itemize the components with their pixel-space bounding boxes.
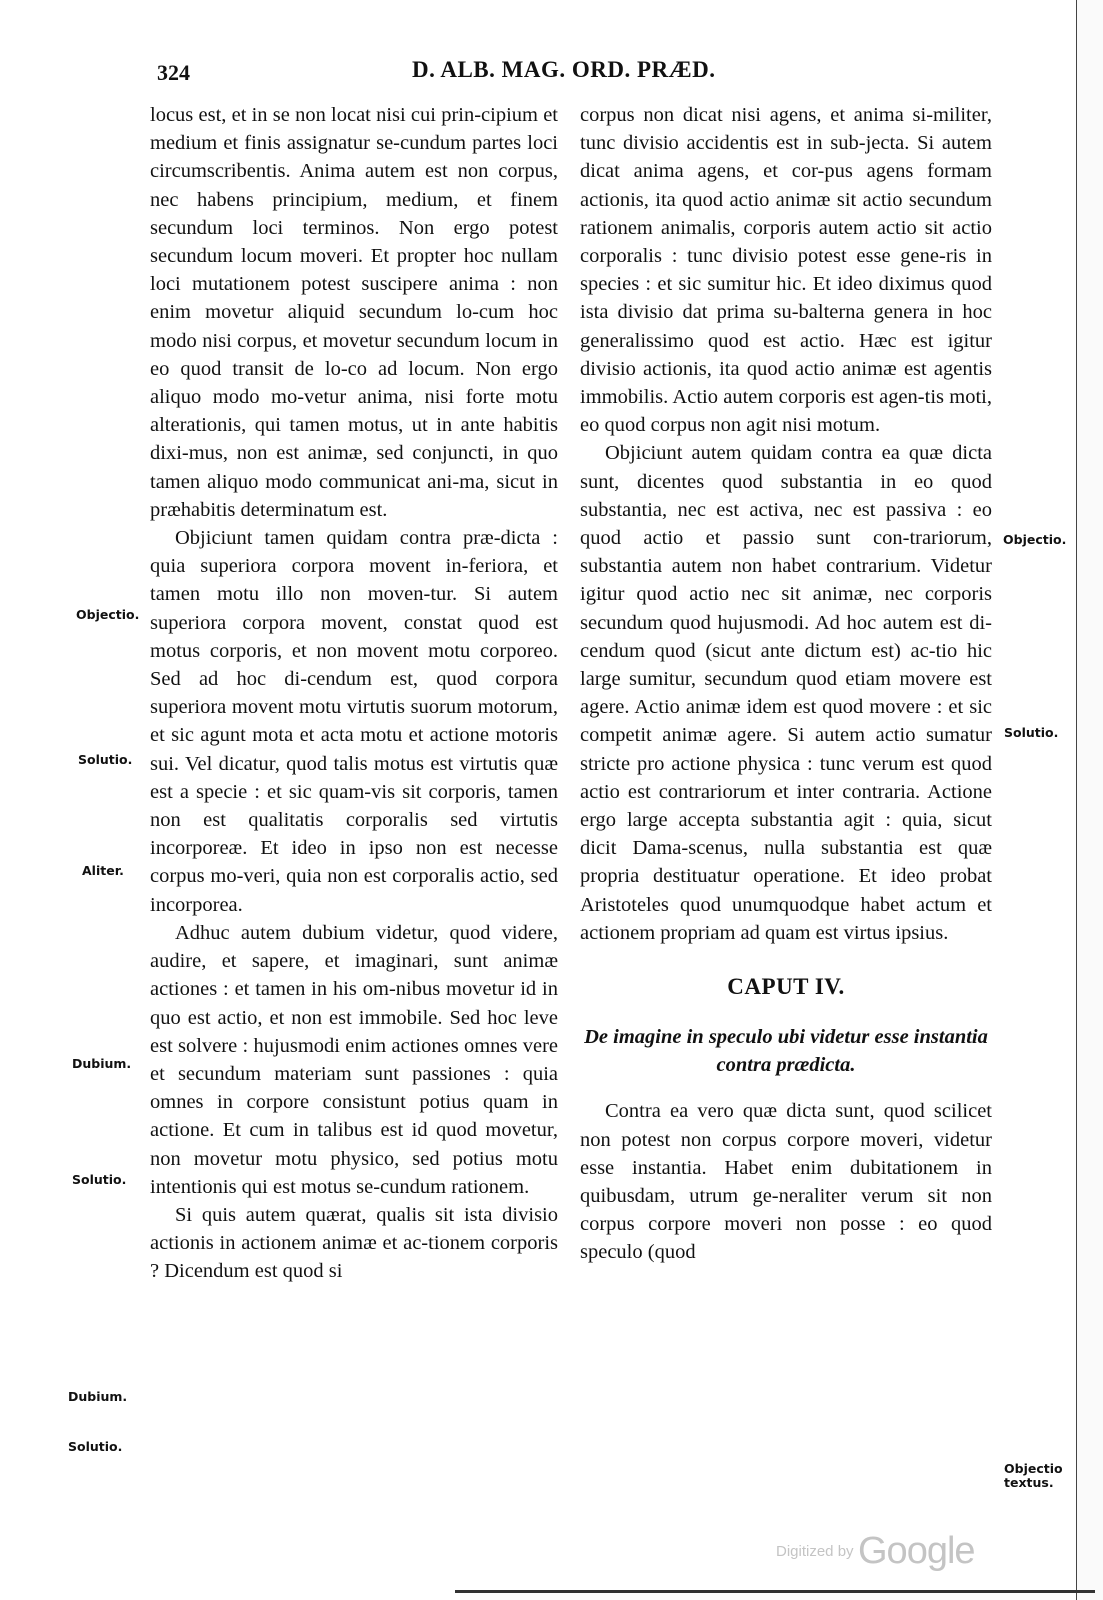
paragraph: Objiciunt tamen quidam contra præ-dicta : quia superiora corpora movent in-feriora, et tamen motu illo non moven-tur. Si autem superiora corpora movent, constat quod est motus corporis, et non movent motu corporeo. Sed ad hoc di-cendum est, quod corpora superiora movent motu virtutis suorum motorum, et sic agunt mota et acta motu et actione motoris sui. Vel dicatur, quod talis motus est virtutis quæ est a specie : et sic quam-vis sit corporis, tamen non est qualitatis corporalis sed virtutis incorporeæ. Et ideo in ipso non est necesse corpus mo-veri, quia non est corporalis actio, sed incorporea. — [150, 527, 558, 916]
page-edge — [1076, 0, 1103, 1600]
chapter-heading: CAPUT IV. — [727, 974, 845, 1000]
margin-note: Aliter. — [82, 863, 124, 878]
paragraph: Objiciunt autem quidam contra ea quæ dicta sunt, dicentes quod substantia in eo quod substantia, nec est activa, nec est passiva : eo quod actio et passio sunt con-trariorum, substantia autem non habet contrarium. Videtur igitur quod actio nec sit animæ, nec corporis secundum quod hujusmodi. Ad hoc autem est di-cendum quod (sicut ante dictum est) ac-tio hic large sumitur, secundum quod etiam movere est agere. Actio animæ idem est quod movere : et sic competit animæ agere. Si autem actio sumatur stricte pro actione physica : tunc verum est quod actio est contrariorum et inter contraria. Actione ergo large accepta substantia agit : quia, sicut dicit Dama-scenus, nulla substantia est quæ propria destituatur operatione. Et ideo probat Aristoteles quod unumquodque habet actum et actionem propriam ad quam est virtus ipsius. — [580, 442, 992, 944]
paragraph: Adhuc autem dubium videtur, quod videre, audire, et sapere, et imaginari, sunt animæ actiones : et tamen in his om-nibus movetur id in quo est actio, et non est immobile. Sed hoc leve est solvere : hujusmodi enim actiones omnes vere et secundum materiam sunt passiones : quia omnes in corpore consistunt potius quam in actione. Et cum in talibus est id quod movetur, non movetur motu physico, sed potius motu intentionis qui est motus se-cundum rationem. — [150, 921, 558, 1198]
margin-note: Dubium. — [68, 1389, 128, 1404]
left-column — [150, 101, 558, 1286]
watermark-prefix: Digitized by — [776, 1543, 854, 1560]
paragraph: locus est, et in se non locat nisi cui prin-cipium et medium et finis assignatur se-cundum partes loci circumscribentis. Anima autem est non corpus, nec habens principium, medium, et finem secundum loci terminos. Non ergo potest secundum locum moveri. Et propter hoc nullam loci mutationem potest suscipere anima : non enim movetur aliquid secundum lo-cum hoc modo nisi corpus, et movetur secundum locum in eo quod transit de lo-co ad locum. Non ergo aliquo modo mo-vetur anima, nisi forte motu alterationis, qui tamen motus, ut in ante habitis dixi-mus, non est animæ, sed conjuncti, in quo tamen aliquo modo communicat ani-ma, sicut in præhabitis determinatum est. — [150, 104, 558, 521]
paragraph: corpus non dicat nisi agens, et anima si-militer, tunc divisio accidentis est in sub-jecta. Si autem dicat anima agens, et cor-pus agens formam actionis, ita quod actio animæ sit actio secundum rationem animalis, corporis autem actio sit actio corporalis : tunc divisio potest esse gene-ris in species : et sic sumitur hic. Et ideo diximus quod ista divisio dat prima su-balterna genera in hoc generalissimo quod est actio. Hæc est igitur divisio actionis, ita quod actio animæ est agentis immobilis. Actio autem corporis est agen-tis moti, eo quod corpus non agit nisi motum. — [580, 104, 992, 437]
margin-note: Solutio. — [72, 1172, 127, 1187]
margin-note: Solutio. — [1004, 725, 1059, 740]
running-title: D. ALB. MAG. ORD. PRÆD. — [412, 57, 716, 82]
right-column — [580, 101, 992, 1267]
google-watermark — [776, 1530, 975, 1573]
margin-note: Solutio. — [68, 1439, 123, 1454]
margin-note: Objectio. — [76, 607, 140, 622]
paragraph: Si quis autem quærat, qualis sit ista divisio actionis in actionem animæ et ac-tionem corporis ? Dicendum est quod si — [150, 1203, 558, 1283]
margin-note: Objectio. — [1003, 532, 1067, 547]
chapter-subtitle: De imagine in speculo ubi videtur esse instantia contra prædicta. — [584, 1026, 988, 1077]
page-number: 324 — [157, 60, 190, 85]
margin-note: Objectio textus. — [1004, 1461, 1063, 1490]
margin-note: Dubium. — [72, 1056, 132, 1071]
bottom-edge-line — [455, 1590, 1095, 1593]
margin-note: Solutio. — [78, 752, 133, 767]
chapter-paragraph: Contra ea vero quæ dicta sunt, quod scilicet non potest non corpus corpore moveri, videtur esse instantia. Habet enim dubitationem in quibusdam, utrum ge-neraliter verum sit non corpus corpore moveri non posse : eo quod speculo (quod — [580, 1100, 992, 1264]
google-logo: Google — [858, 1530, 975, 1572]
